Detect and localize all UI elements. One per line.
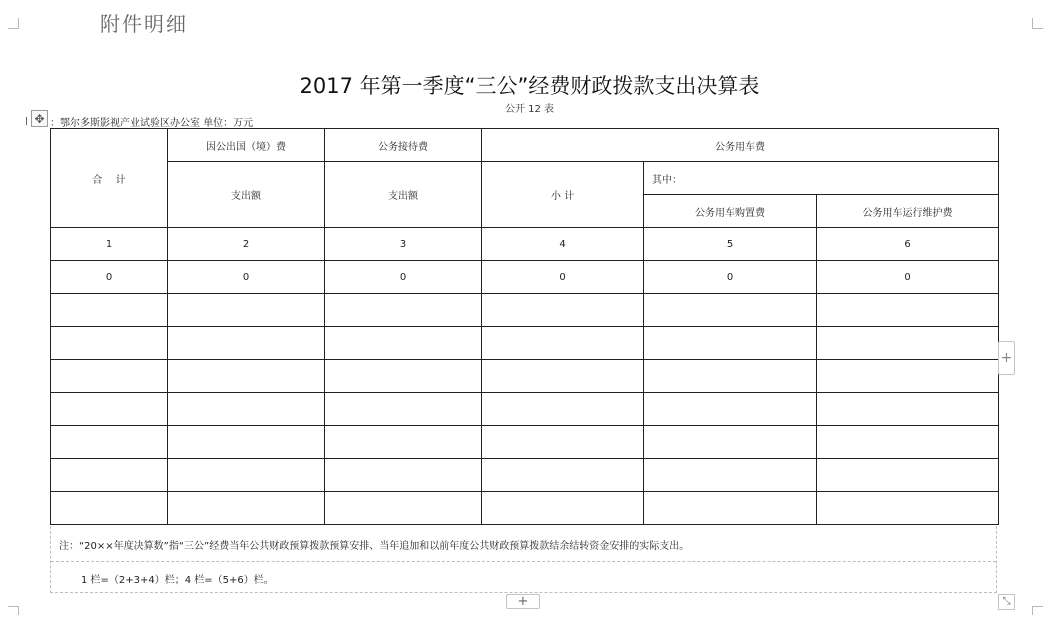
table-cell[interactable] [644, 327, 817, 360]
table-cell[interactable]: 6 [817, 228, 999, 261]
table-cell[interactable] [644, 360, 817, 393]
table-cell[interactable] [644, 294, 817, 327]
table-cell[interactable] [51, 426, 168, 459]
table-cell[interactable] [817, 459, 999, 492]
table-cell[interactable] [168, 327, 325, 360]
header-among: 其中： [644, 162, 999, 195]
note-divider [51, 561, 996, 562]
table-cell[interactable] [325, 327, 482, 360]
table-cell[interactable] [644, 492, 817, 525]
table-cell[interactable] [325, 426, 482, 459]
table-cell[interactable]: 0 [817, 261, 999, 294]
table-cell[interactable] [325, 459, 482, 492]
expense-table [50, 128, 999, 525]
header-vehicle: 公务用车费 [482, 129, 999, 162]
add-row-button[interactable] [506, 594, 540, 609]
table-cell[interactable] [51, 393, 168, 426]
table-row [51, 327, 999, 360]
table-cell[interactable] [168, 360, 325, 393]
header-abroad-amount: 支出额 [168, 162, 325, 228]
table-cell[interactable] [51, 327, 168, 360]
table-cell[interactable] [817, 294, 999, 327]
table-row [51, 393, 999, 426]
table-cell[interactable] [644, 393, 817, 426]
table-cell[interactable] [51, 294, 168, 327]
table-number: 公开 12 表 [504, 104, 555, 115]
table-cell[interactable] [817, 327, 999, 360]
table-cell[interactable] [817, 426, 999, 459]
table-cell[interactable]: 4 [482, 228, 644, 261]
table-cell[interactable] [51, 360, 168, 393]
header-total: 合 计 [51, 129, 168, 228]
table-cell[interactable]: 0 [168, 261, 325, 294]
table-cell[interactable] [482, 426, 644, 459]
header-vehicle-purchase: 公务用车购置费 [644, 195, 817, 228]
table-cell[interactable] [482, 294, 644, 327]
table-cell[interactable] [817, 393, 999, 426]
table-cell[interactable] [482, 360, 644, 393]
page-header-note: 附件明细 [100, 12, 188, 36]
header-reception: 公务接待费 [325, 129, 482, 162]
table-cell[interactable] [168, 426, 325, 459]
header-reception-amount: 支出额 [325, 162, 482, 228]
table-row [51, 294, 999, 327]
move-icon[interactable]: ✥ [31, 110, 48, 127]
table-cell[interactable] [325, 492, 482, 525]
table-cell[interactable] [168, 294, 325, 327]
table-cell[interactable] [51, 459, 168, 492]
header-abroad: 因公出国（境）费 [168, 129, 325, 162]
table-row [51, 360, 999, 393]
table-cell[interactable] [644, 426, 817, 459]
table-cell[interactable]: 0 [482, 261, 644, 294]
plus-icon: + [1000, 350, 1013, 366]
table-cell[interactable] [482, 459, 644, 492]
table-cell[interactable]: 1 [51, 228, 168, 261]
table-row [51, 261, 999, 294]
table-cell[interactable] [51, 492, 168, 525]
table-cell[interactable] [168, 393, 325, 426]
table-cell[interactable] [325, 360, 482, 393]
table-cell[interactable] [482, 327, 644, 360]
table-cell[interactable] [644, 459, 817, 492]
note-formula[interactable]: 1 栏=（2+3+4）栏；4 栏=（5+6）栏。 [81, 575, 274, 586]
header-vehicle-operation: 公务用车运行维护费 [817, 195, 999, 228]
table-row [51, 459, 999, 492]
table-cell[interactable] [325, 393, 482, 426]
note-definition[interactable]: 注：“20××年度决算数”指“三公”经费当年公共财政预算拨款预算安排、当年追加和以前年度公共财政预算拨款结余结转资金安排的实际支出。 [59, 541, 690, 552]
table-cell[interactable]: 3 [325, 228, 482, 261]
plus-icon: + [517, 594, 529, 609]
table-cell[interactable]: 0 [325, 261, 482, 294]
page-title: 2017 年第一季度“三公”经费财政拨款支出决算表 [299, 74, 760, 98]
table-cell[interactable] [168, 492, 325, 525]
table-cell[interactable] [325, 294, 482, 327]
table-cell[interactable] [482, 492, 644, 525]
table-cell[interactable]: 2 [168, 228, 325, 261]
resize-icon[interactable]: ⤡ [998, 594, 1015, 610]
crop-mark-top-left [8, 18, 19, 29]
crop-mark-bottom-right [1032, 606, 1043, 615]
table-row [51, 492, 999, 525]
table-cell[interactable] [817, 360, 999, 393]
table-cell[interactable] [168, 459, 325, 492]
table-cell[interactable] [482, 393, 644, 426]
crop-mark-top-right [1032, 18, 1043, 29]
table-cell[interactable] [817, 492, 999, 525]
table-cell[interactable]: 0 [51, 261, 168, 294]
table-row [51, 426, 999, 459]
column-number-row [51, 228, 999, 261]
header-vehicle-subtotal: 小 计 [482, 162, 644, 228]
table-cell[interactable]: 5 [644, 228, 817, 261]
table-cell[interactable]: 0 [644, 261, 817, 294]
add-column-button[interactable] [998, 341, 1015, 375]
unit-line: ：鄂尔多斯影视产业试验区办公室 单位：万元 [50, 118, 254, 129]
crop-mark-bottom-left [8, 606, 19, 615]
notes-box [50, 526, 997, 593]
